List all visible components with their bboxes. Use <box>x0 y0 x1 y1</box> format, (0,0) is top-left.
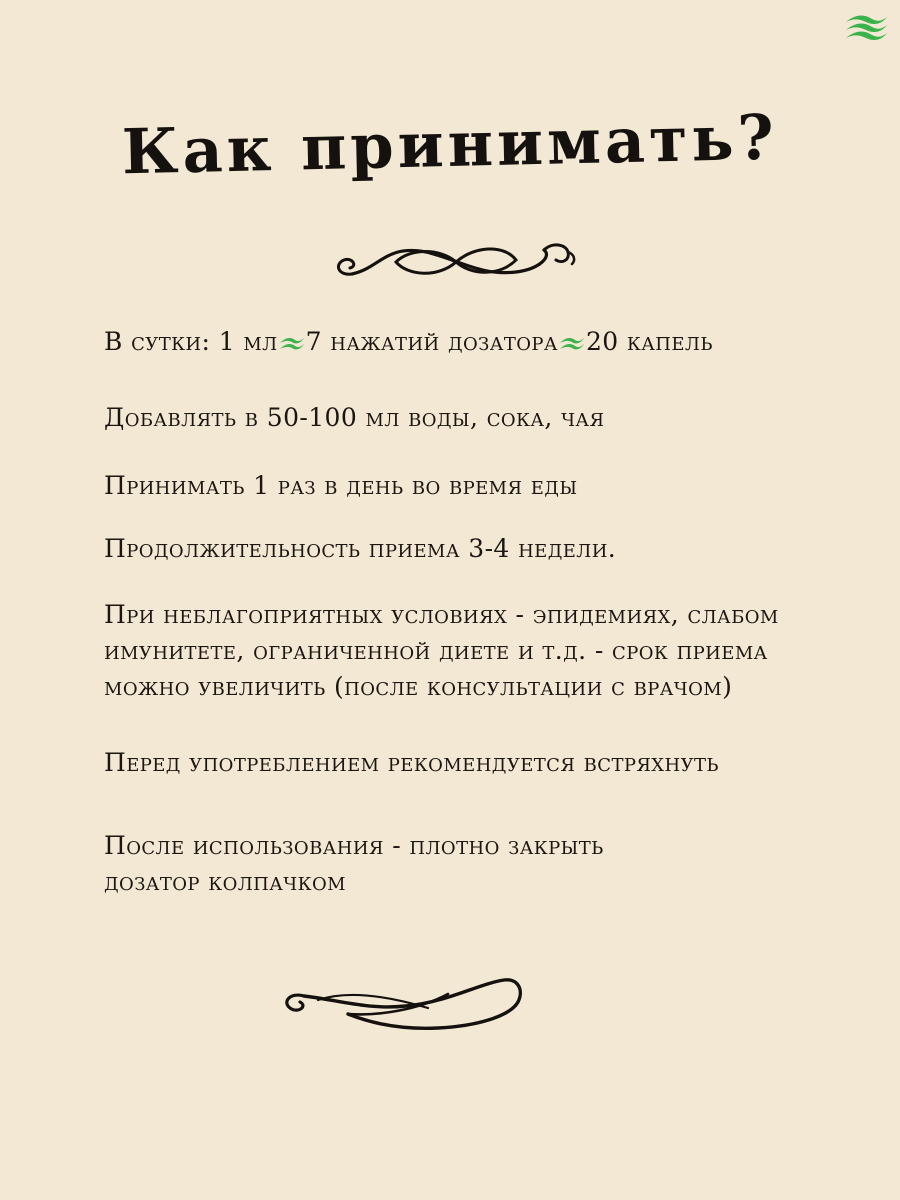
conditions-line: имунитете, ограниченной диете и т.д. - срок приема <box>104 636 768 665</box>
dosage-pumps: 7 нажатий дозатора <box>305 327 558 356</box>
closing-line: После использования - плотно закрыть <box>104 831 604 860</box>
duration-instruction: Продолжительность приема 3-4 недели. <box>104 534 617 563</box>
dosage-daily: В сутки: 1 мл <box>104 327 278 356</box>
flourish-divider-icon <box>330 238 580 286</box>
green-wave-icon <box>279 334 305 352</box>
page-title: Как принимать? <box>121 100 779 189</box>
frequency-instruction: Принимать 1 раз в день во время еды <box>104 471 578 500</box>
mix-instruction: Добавлять в 50-100 мл воды, сока, чая <box>104 403 605 432</box>
brand-logo-icon <box>842 10 890 44</box>
conditions-line: можно увеличить (после консультации с врачом) <box>104 672 733 701</box>
dosage-line <box>104 324 713 360</box>
conditions-paragraph <box>104 597 779 705</box>
shake-instruction: Перед употреблением рекомендуется встряхнуть <box>104 748 719 777</box>
green-wave-icon <box>559 334 585 352</box>
closing-line: дозатор колпачком <box>104 867 346 896</box>
flourish-ornament-icon <box>278 970 526 1040</box>
closing-paragraph <box>104 828 604 900</box>
conditions-line: При неблагоприятных условиях - эпидемиях, слабом <box>104 600 779 629</box>
dosage-drops: 20 капель <box>585 327 713 356</box>
